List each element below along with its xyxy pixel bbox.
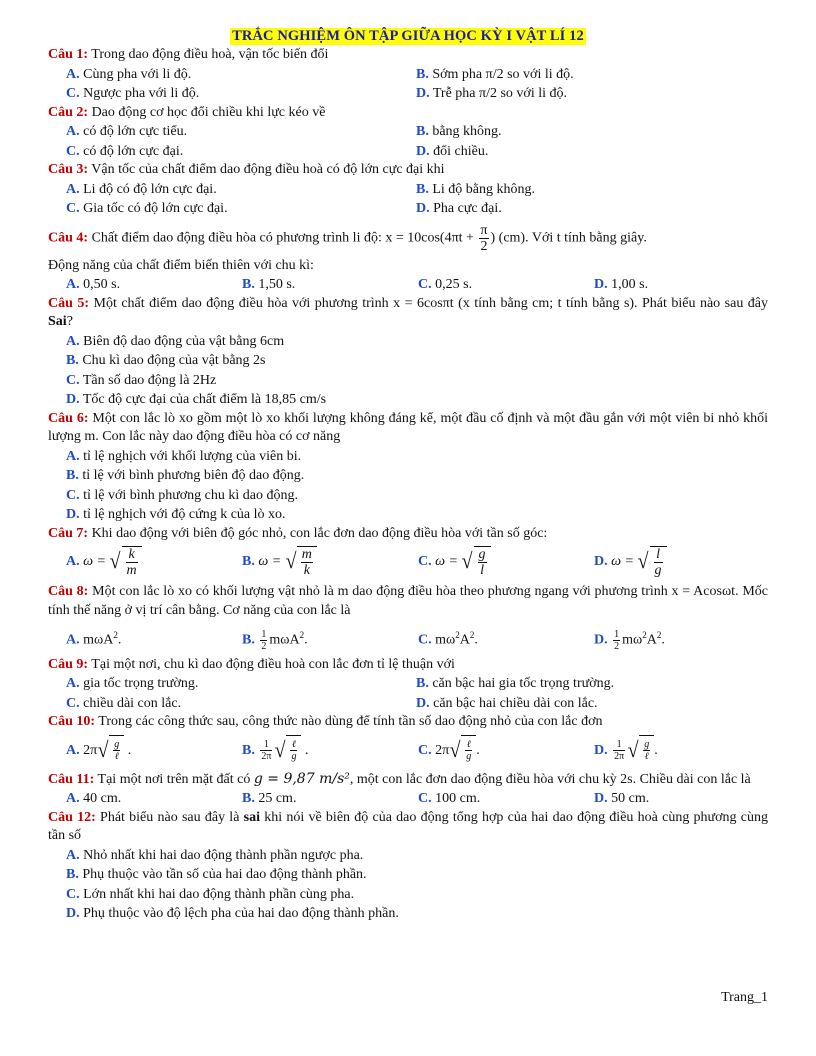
option-text: tỉ lệ nghịch với độ cứng k của lò xo. — [83, 507, 286, 522]
fraction-numerator: 1 — [614, 628, 620, 640]
option-text: Li độ có độ lớn cực đại. — [83, 181, 217, 197]
question-5 — [48, 295, 768, 332]
option-text: Phụ thuộc vào độ lệch pha của hai dao động thành phần. — [83, 906, 399, 922]
option-letter: B. — [242, 632, 255, 648]
option-c[interactable] — [48, 486, 768, 506]
option-letter: C. — [418, 742, 432, 758]
question-text: Động năng của chất điểm biến thiên với chu kì: — [48, 257, 314, 273]
option-text: Tốc độ cực đại của chất điểm là 18,85 cm/s — [82, 392, 327, 407]
option-letter: A. — [66, 277, 80, 292]
option-a[interactable]: A. mωA$^2$. — [66, 630, 122, 648]
option-text: Phụ thuộc vào tần số của hai dao động thành phần. — [82, 867, 367, 883]
option-b[interactable] — [48, 865, 768, 885]
fraction-denominator: 2π — [261, 750, 272, 762]
option-letter: D. — [594, 791, 608, 807]
question-text: Tại một nơi, chu kì dao động điều hoà con lắc đơn tỉ lệ thuận với — [88, 656, 455, 672]
document-page — [48, 28, 768, 924]
option-letter: D. — [594, 554, 608, 569]
question-text: Tại một nơi trên mặt đất có — [94, 771, 254, 787]
fraction-denominator: 2 — [261, 640, 267, 652]
option-a[interactable] — [48, 789, 224, 809]
fraction-numerator: 1 — [613, 739, 625, 751]
option-c[interactable] — [48, 371, 768, 391]
fraction-numerator: π — [480, 222, 488, 238]
option-text: mω — [435, 632, 456, 648]
question-4-line-2 — [48, 257, 768, 276]
omega-lhs: ω = — [611, 554, 634, 569]
question-text: Vận tốc của chất điểm dao động điều hoà có độ lớn cực đại khi — [88, 162, 445, 177]
fraction-denominator: 2 — [480, 238, 488, 254]
option-b[interactable] — [398, 65, 748, 85]
option-text: Li độ bằng không. — [432, 181, 535, 197]
option-text: 25 cm. — [258, 791, 297, 807]
option-text: Cùng pha với li độ. — [83, 66, 192, 82]
question-text-cont: ? — [66, 314, 73, 329]
option-letter: A. — [66, 632, 80, 648]
options-q6 — [48, 447, 768, 525]
question-number: Câu 3: — [48, 162, 89, 177]
option-b[interactable] — [398, 674, 748, 694]
option-letter: C. — [66, 143, 80, 159]
option-text: 1,50 s. — [258, 277, 296, 292]
question-number: Câu 1: — [48, 47, 89, 62]
option-b[interactable] — [224, 275, 400, 295]
fraction-denominator: 2π — [614, 750, 625, 762]
option-a[interactable] — [48, 447, 768, 467]
option-d[interactable] — [398, 694, 748, 714]
two-pi: 2π — [83, 742, 98, 758]
option-letter: C. — [66, 86, 80, 101]
option-letter: C. — [66, 372, 80, 388]
option-letter: D. — [416, 201, 430, 216]
sqrt-symbol: √ $\frac{g}{\text{ℓ}}$ — [627, 735, 654, 765]
one-over-two-pi — [260, 739, 272, 762]
fraction-denominator: g — [291, 751, 297, 763]
document-title: TRẮC NGHIỆM ÔN TẬP GIỮA HỌC KỲ I VẬT LÍ 12 — [232, 28, 584, 44]
option-letter: B. — [66, 468, 79, 483]
options-q5 — [48, 332, 768, 410]
fraction-numerator: k — [126, 547, 138, 563]
option-b[interactable]: B. $\frac{1}{2\pi}$ √ $\frac{\text{ℓ}}{g}$ . — [224, 732, 400, 770]
omega-lhs: ω = — [435, 554, 458, 569]
option-text: 50 cm. — [611, 791, 650, 807]
option-letter: B. — [242, 277, 255, 292]
option-text: tỉ lệ với bình phương chu kì dao động. — [83, 487, 298, 503]
option-letter: D. — [594, 277, 608, 292]
option-letter: C. — [66, 487, 80, 503]
question-7 — [48, 525, 768, 544]
option-b[interactable]: B. $\frac{1}{2}$ mωA$^2$. — [242, 628, 308, 652]
option-letter: C. — [66, 695, 80, 711]
option-b[interactable] — [398, 122, 748, 142]
question-number: Câu 8: — [48, 584, 89, 599]
option-letter: D. — [416, 695, 430, 711]
option-letter: D. — [66, 392, 80, 407]
question-text: Khi dao động với biên độ góc nhỏ, con lắc đơn dao động điều hòa với tần số góc: — [88, 525, 548, 541]
fraction-numerator: g — [644, 739, 650, 751]
option-a[interactable] — [48, 543, 224, 581]
option-letter: C. — [66, 201, 80, 216]
half-fraction — [260, 629, 267, 652]
question-10 — [48, 713, 768, 732]
title-wrap — [48, 28, 768, 45]
emphasis-word: Sai — [48, 314, 67, 329]
question-8 — [48, 583, 768, 620]
option-letter: B. — [242, 554, 255, 569]
option-c[interactable] — [48, 694, 398, 714]
question-3 — [48, 161, 768, 180]
option-letter: B. — [416, 66, 429, 82]
question-text: Một con lắc lò xo có khối lượng vật nhỏ là m dao động điều hòa theo phương ngang với phương trình x = Acosωt. Mốc tính thế năng ở vị trí cân bằng. Cơ năng của con lắc là — [48, 584, 768, 618]
option-d[interactable] — [398, 142, 748, 162]
fraction-denominator: 2 — [614, 640, 620, 652]
option-text: 0,50 s. — [83, 277, 121, 292]
options-q12 — [48, 846, 768, 924]
option-letter: A. — [66, 448, 80, 464]
option-c[interactable] — [48, 885, 768, 905]
option-text: Trễ pha π/2 so với li độ. — [432, 86, 568, 101]
fraction-denominator: m — [126, 562, 137, 578]
option-letter: A. — [66, 742, 80, 758]
option-letter: D. — [594, 632, 608, 648]
option-letter: C. — [418, 632, 432, 648]
option-letter: A. — [66, 847, 80, 863]
fraction-numerator: g — [114, 739, 120, 751]
question-number: Câu 11: — [48, 771, 95, 787]
fraction-denominator: l — [480, 562, 484, 578]
option-b[interactable] — [48, 466, 768, 486]
option-c[interactable] — [400, 543, 576, 581]
option-letter: B. — [416, 181, 429, 197]
option-text: 0,25 s. — [435, 277, 473, 292]
question-text-cont: khi nói về biên độ của dao động tổng hợp của hai dao động điều hoà cùng phương cùng tần số — [48, 809, 768, 844]
option-letter: D. — [66, 507, 80, 522]
option-text: tỉ lệ nghịch với khối lượng của viên bi. — [83, 448, 302, 464]
option-letter: B. — [416, 124, 429, 139]
question-2 — [48, 104, 768, 123]
option-letter: C. — [66, 886, 80, 902]
omega-lhs: ω = — [83, 554, 106, 569]
option-d[interactable] — [48, 904, 768, 924]
sqrt-symbol: √ $\frac{g}{l}$ — [461, 546, 490, 578]
option-text: tỉ lệ với bình phương biên độ dao động. — [82, 468, 305, 483]
option-b[interactable] — [224, 789, 400, 809]
omega-lhs: ω = — [258, 554, 282, 569]
options-q1 — [48, 65, 768, 104]
option-d[interactable] — [576, 543, 752, 581]
emphasis-word: sai — [243, 809, 260, 825]
option-text: Chu kì dao động của vật bằng 2s — [82, 353, 266, 368]
option-text: Tần số dao động là 2Hz — [82, 372, 217, 388]
fraction-numerator: 1 — [260, 739, 272, 751]
question-number: Câu 6: — [48, 410, 89, 426]
fraction-denominator: ℓ — [644, 751, 649, 763]
option-c[interactable]: C. $m\omega^2A^2$. — [418, 630, 478, 648]
option-text: Biên độ dao động của vật bằng 6cm — [83, 333, 285, 349]
fraction-denominator: g — [466, 751, 472, 763]
option-c[interactable] — [48, 142, 398, 162]
option-a[interactable] — [48, 846, 768, 866]
option-d[interactable]: D. $\frac{1}{2\pi}$ √ $\frac{g}{\text{ℓ}}$ . — [576, 732, 752, 770]
option-a[interactable]: A. 2π √ $\frac{g}{\text{ℓ}}$ . — [48, 732, 224, 770]
options-q2 — [48, 122, 768, 161]
option-text: có độ lớn cực đại. — [83, 143, 184, 159]
option-text: căn bậc hai chiều dài con lắc. — [433, 695, 598, 711]
option-letter: D. — [416, 143, 430, 159]
pi-over-2-fraction — [479, 223, 488, 254]
option-c[interactable] — [48, 199, 398, 219]
option-a[interactable] — [48, 674, 398, 694]
question-text: Chất điểm dao động điều hòa có phương trình li độ: x = 10cos(4πt + — [88, 230, 478, 246]
fraction-numerator: ℓ — [466, 739, 471, 751]
sqrt-symbol: √ $\frac{k}{m}$ — [109, 546, 141, 578]
question-text-cont: ) (cm). Với t tính bằng giây. — [490, 230, 647, 246]
option-a[interactable] — [48, 180, 398, 200]
option-b[interactable] — [398, 180, 748, 200]
sqrt-symbol: √ $\frac{\text{ℓ}}{g}$ — [449, 735, 476, 765]
question-number: Câu 12: — [48, 809, 96, 825]
question-text: Dao động cơ học đổi chiều khi lực kéo về — [88, 104, 326, 120]
option-text: 100 cm. — [435, 791, 481, 807]
question-12 — [48, 809, 768, 846]
option-text: Lớn nhất khi hai dao động thành phần cùng pha. — [83, 886, 355, 902]
option-a[interactable] — [48, 65, 398, 85]
option-text: 1,00 s. — [611, 277, 649, 292]
option-c[interactable] — [48, 84, 398, 104]
option-letter: A. — [66, 181, 80, 197]
question-number: Câu 5: — [48, 295, 90, 311]
option-letter: B. — [66, 353, 79, 368]
option-letter: C. — [418, 791, 432, 807]
options-q4 — [48, 275, 768, 295]
one-over-two-pi — [613, 739, 625, 762]
option-letter: A. — [66, 66, 80, 82]
sqrt-symbol: √ $\frac{l}{g}$ — [637, 546, 666, 578]
option-text: Pha cực đại. — [433, 201, 502, 216]
option-text: Nhỏ nhất khi hai dao động thành phần ngược pha. — [83, 847, 364, 863]
question-text: Một chất điểm dao động điều hòa với phương trình x = 6cosπt (x tính bằng cm; t tính bằng s). Phát biểu nào sau đây — [89, 295, 769, 311]
option-letter: D. — [66, 906, 80, 922]
option-text: mωA — [269, 632, 300, 648]
question-text: Một con lắc lò xo gồm một lò xo khối lượng không đáng kể, một đầu cố định và một đầu gắn với một viên bi nhỏ khối lượng m. Con lắc này dao động điều hòa có cơ năng — [48, 410, 768, 444]
option-text: mω — [622, 632, 643, 648]
option-text: bằng không. — [432, 124, 502, 139]
option-d[interactable] — [398, 199, 748, 219]
option-letter: B. — [66, 867, 79, 883]
fraction-numerator: l — [654, 547, 663, 563]
fraction-denominator: k — [303, 562, 310, 578]
option-a[interactable] — [48, 122, 398, 142]
option-a[interactable] — [48, 332, 768, 352]
option-text: căn bậc hai gia tốc trọng trường. — [432, 676, 615, 692]
option-letter: C. — [418, 554, 432, 569]
options-q9 — [48, 674, 768, 713]
question-number: Câu 7: — [48, 525, 89, 541]
options-q11 — [48, 789, 768, 809]
question-number: Câu 2: — [48, 104, 89, 120]
option-d[interactable] — [48, 505, 768, 525]
option-text: gia tốc trọng trường. — [83, 676, 199, 692]
option-letter: B. — [242, 791, 255, 807]
option-d[interactable] — [48, 390, 768, 410]
option-letter: A. — [66, 676, 80, 692]
question-number: Câu 10: — [48, 714, 96, 730]
option-c[interactable]: C. 2π √ $\frac{\text{ℓ}}{g}$ . — [400, 732, 576, 770]
question-number: Câu 4: — [48, 230, 89, 246]
question-number: Câu 9: — [48, 656, 89, 672]
option-d[interactable] — [398, 84, 748, 104]
question-6 — [48, 410, 768, 447]
option-b[interactable] — [48, 351, 768, 371]
sqrt-symbol: √ $\frac{\text{ℓ}}{g}$ — [274, 735, 301, 765]
options-q3 — [48, 180, 768, 219]
options-q7 — [48, 543, 768, 581]
option-text: chiều dài con lắc. — [83, 695, 182, 711]
option-d[interactable] — [576, 789, 752, 809]
question-text: Trong các công thức sau, công thức nào dùng để tính tần số dao động nhỏ của con lắc đơn — [95, 714, 603, 730]
option-text: 40 cm. — [83, 791, 122, 807]
option-letter: A. — [66, 791, 80, 807]
option-c[interactable] — [400, 789, 576, 809]
option-text: đổi chiều. — [433, 143, 489, 159]
question-9 — [48, 656, 768, 675]
option-text: có độ lớn cực tiểu. — [83, 124, 188, 139]
sqrt-symbol: √ $\frac{g}{\text{ℓ}}$ — [97, 735, 124, 765]
sqrt-symbol: √ $\frac{m}{k}$ — [285, 546, 317, 578]
fraction-numerator: m — [301, 546, 312, 562]
option-d[interactable]: D. $\frac{1}{2}$ $m\omega^2A^2$. — [594, 628, 665, 652]
page-footer: Trang_1 — [721, 990, 768, 1005]
options-q10 — [48, 732, 768, 770]
question-text: Trong dao động điều hoà, vận tốc biến đổi — [88, 47, 329, 62]
question-4 — [48, 223, 768, 254]
question-1 — [48, 46, 768, 65]
fraction-denominator: g — [654, 562, 662, 578]
fraction-numerator: 1 — [261, 628, 267, 640]
fraction-denominator: ℓ — [114, 751, 119, 763]
option-letter: B. — [416, 676, 429, 692]
option-text: Ngược pha với li độ. — [83, 86, 200, 101]
half-fraction — [613, 629, 620, 652]
question-text: Phát biểu nào sau đây là — [95, 809, 244, 825]
option-letter: D. — [594, 742, 608, 758]
options-q8 — [48, 620, 768, 656]
option-letter: B. — [242, 742, 255, 758]
fraction-numerator: g — [478, 546, 486, 562]
option-letter: A. — [66, 554, 80, 569]
option-d[interactable] — [576, 275, 752, 295]
question-text-cont: , một con lắc đơn dao động điều hòa với chu kỳ 2s. Chiều dài con lắc là — [349, 771, 751, 787]
option-a[interactable] — [48, 275, 224, 295]
option-letter: A. — [66, 333, 80, 349]
option-text: Gia tốc có độ lớn cực đại. — [83, 201, 228, 216]
question-11 — [48, 770, 768, 790]
option-b[interactable] — [224, 543, 400, 581]
option-text: mωA — [83, 632, 114, 648]
option-letter: D. — [416, 86, 430, 101]
option-letter: A. — [66, 124, 80, 139]
fraction-numerator: ℓ — [291, 739, 297, 751]
option-c[interactable] — [400, 275, 576, 295]
option-letter: C. — [418, 277, 432, 292]
gravity-formula: g = 9,87 m/s² — [253, 770, 350, 787]
option-text: Sớm pha π/2 so với li độ. — [432, 66, 574, 82]
two-pi: 2π — [435, 742, 450, 758]
